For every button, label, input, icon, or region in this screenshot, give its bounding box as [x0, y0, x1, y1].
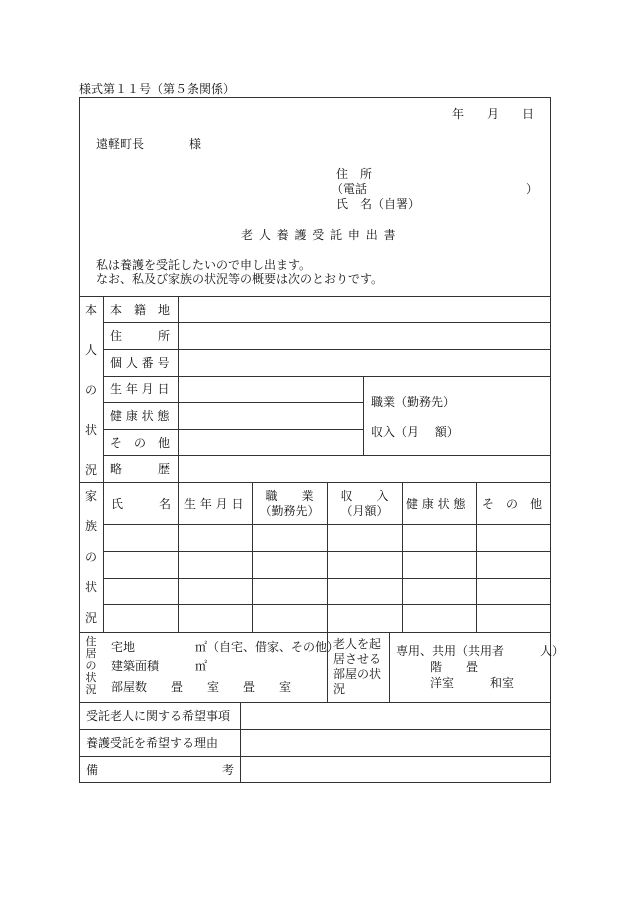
residence-vlabel-char: 住: [85, 635, 97, 648]
residence-building-area: 建築面積 ㎡: [111, 659, 208, 673]
divider: [240, 702, 241, 783]
phone-close: ）: [526, 182, 539, 196]
divider: [103, 402, 363, 403]
self-row-label-personal-number: 個 人 番 号: [110, 356, 170, 370]
remarks-label-right: 考: [222, 763, 235, 777]
family-col-income: 収 入: [340, 489, 389, 503]
wishes-label: 受託老人に関する希望事項: [86, 709, 231, 723]
divider: [178, 482, 179, 632]
divider: [103, 455, 551, 456]
date-month: 月: [487, 107, 500, 121]
divider: [103, 296, 104, 632]
divider: [103, 524, 551, 525]
residence-vlabel-char: の: [85, 659, 97, 672]
family-vlabel-char: 家: [84, 489, 97, 503]
room-style: 洋室 和室: [430, 676, 515, 690]
family-col-occupation-sub: （勤務先）: [259, 504, 320, 518]
room-label-line: 部屋の状: [333, 667, 382, 681]
divider: [79, 729, 551, 730]
self-row-label-address: 住 所: [110, 329, 171, 343]
name-label: 氏 名（自署）: [336, 197, 421, 211]
self-vlabel-char: の: [84, 383, 97, 397]
residence-vlabel-char: 状: [85, 671, 97, 684]
self-vlabel-char: 人: [84, 343, 97, 357]
page-title: 老 人 養 護 受 託 申 出 書: [241, 228, 397, 242]
occupation-label: 職業（勤務先）: [371, 395, 456, 409]
family-col-other: そ の 他: [482, 497, 543, 511]
self-row-label-health: 健 康 状 態: [110, 409, 170, 423]
divider: [103, 376, 551, 377]
residence-vlabel-char: 況: [85, 683, 97, 696]
room-type: 専用、共用（共用者 人）: [396, 644, 565, 658]
divider: [103, 578, 551, 579]
room-label-line: 況: [333, 682, 346, 696]
family-col-health: 健 康 状 態: [406, 497, 466, 511]
family-vlabel-char: 状: [84, 580, 97, 594]
date-year: 年: [452, 107, 465, 121]
room-label-line: 老人を起: [333, 637, 382, 651]
remarks-label-left: 備: [86, 763, 99, 777]
divider: [103, 551, 551, 552]
intro-line-1: 私は養護を受託したいので申し出ます。: [96, 258, 312, 272]
self-vlabel-char: 況: [84, 463, 97, 477]
divider: [103, 429, 363, 430]
family-col-occupation: 職 業: [265, 489, 314, 503]
divider: [79, 632, 551, 633]
self-row-label-other: そ の 他: [110, 436, 171, 450]
residence-vlabel-char: 居: [85, 647, 97, 660]
residence-land: 宅地 ㎡（自宅、借家、その他）: [111, 640, 340, 654]
self-row-label-career: 略 歴: [110, 462, 171, 476]
self-vlabel-char: 状: [84, 423, 97, 437]
divider: [103, 322, 551, 323]
divider: [103, 349, 551, 350]
self-vlabel-char: 本: [84, 303, 97, 317]
divider: [79, 702, 551, 703]
family-col-birthdate: 生 年 月 日: [184, 497, 244, 511]
family-vlabel-char: の: [84, 550, 97, 564]
divider: [79, 756, 551, 757]
family-vlabel-char: 況: [84, 611, 97, 625]
divider: [363, 376, 364, 455]
intro-line-2: なお、私及び家族の状況等の概要は次のとおりです。: [96, 272, 384, 286]
divider: [389, 632, 390, 702]
divider: [103, 604, 551, 605]
form-number: 様式第１１号（第５条関係）: [79, 82, 236, 96]
addressee: 遠軽町長: [96, 137, 145, 151]
reason-label: 養護受託を希望する理由: [86, 736, 219, 750]
address-label: 住 所: [336, 167, 373, 181]
family-col-name: 氏 名: [111, 497, 172, 511]
divider: [79, 296, 551, 297]
residence-rooms: 部屋数 畳 室 畳 室: [111, 680, 292, 694]
self-row-label-honseki: 本 籍 地: [110, 303, 171, 317]
addressee-honorific: 様: [189, 137, 202, 151]
family-vlabel-char: 族: [84, 519, 97, 533]
room-label-line: 居させる: [333, 652, 382, 666]
self-row-label-birthdate: 生 年 月 日: [110, 382, 170, 396]
income-label: 収入（月 額）: [371, 425, 459, 439]
room-floor: 階 畳: [430, 660, 479, 674]
divider: [402, 482, 403, 632]
divider: [476, 482, 477, 632]
phone-label: （電話: [331, 182, 368, 196]
divider: [79, 482, 551, 483]
date-day: 日: [522, 107, 535, 121]
family-col-income-sub: （月額）: [340, 504, 389, 518]
